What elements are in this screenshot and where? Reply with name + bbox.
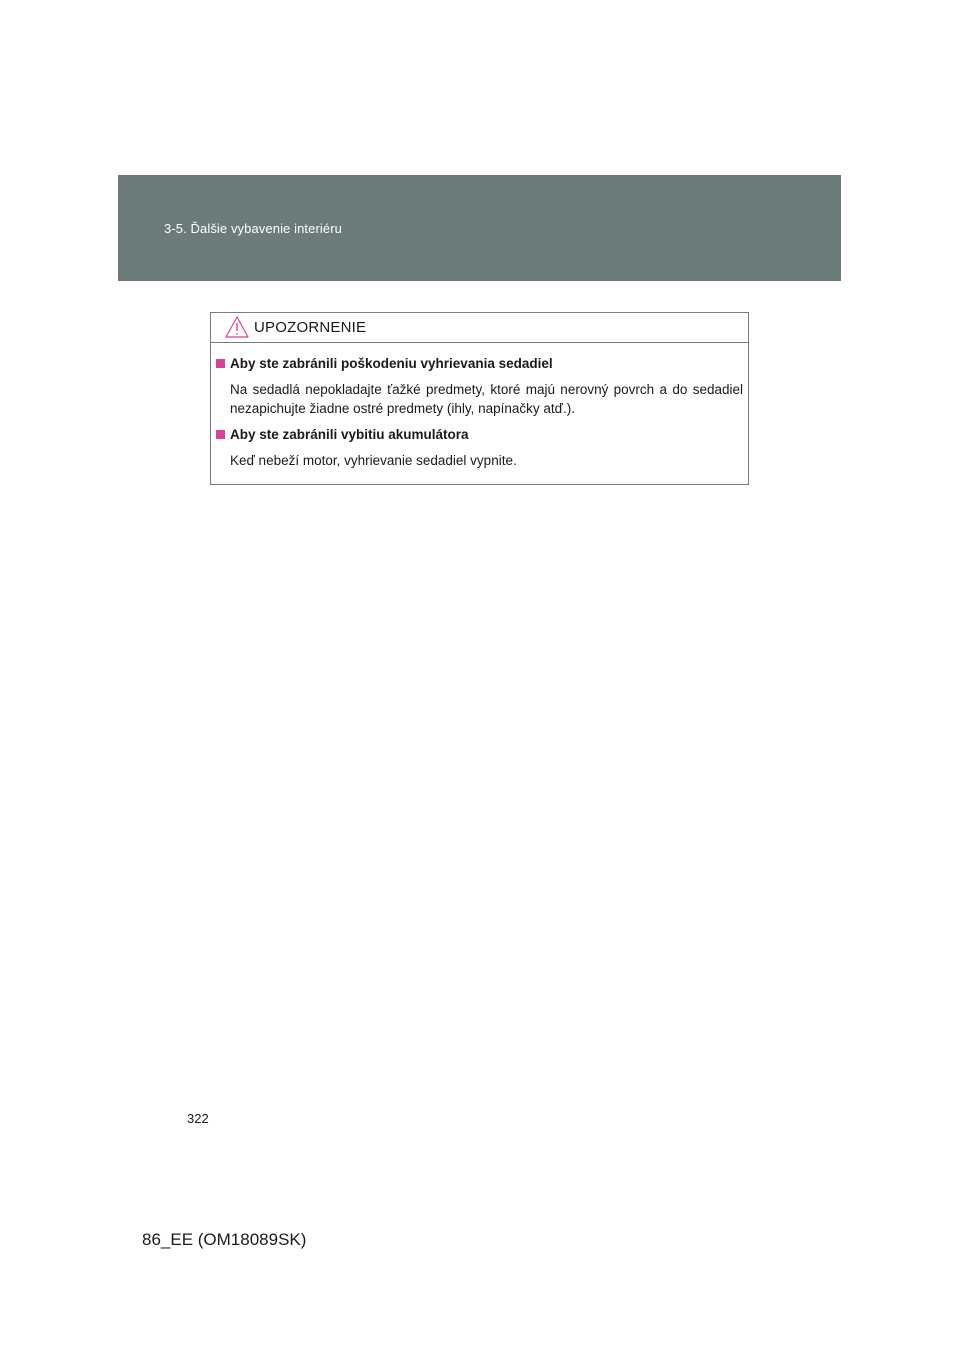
item-heading-text: Aby ste zabránili poškodeniu vyhrievania sedadiel — [230, 356, 553, 371]
page-number: 322 — [187, 1111, 209, 1126]
warning-title: UPOZORNENIE — [254, 319, 367, 336]
item-body-seat-heater: Na sedadlá nepokladajte ťažké predmety, ktoré majú nerovný povrch a do sedadiel nezapichujte žiadne ostré predmety (ihly, napínačky atď.). — [230, 382, 743, 416]
warning-box — [210, 312, 749, 485]
item-heading-battery — [216, 427, 469, 442]
item-heading-text: Aby ste zabránili vybitiu akumulátora — [230, 427, 469, 442]
pink-square-bullet-icon — [216, 359, 225, 368]
item-heading-seat-heater — [216, 356, 553, 371]
pink-square-bullet-icon — [216, 430, 225, 439]
item-body-battery: Keď nebeží motor, vyhrievanie sedadiel vypnite. — [230, 453, 517, 468]
section-header-band — [118, 175, 841, 281]
document-code: 86_EE (OM18089SK) — [142, 1230, 307, 1249]
warning-header — [211, 313, 748, 343]
warning-triangle-icon — [225, 316, 249, 343]
section-title: 3-5. Ďalšie vybavenie interiéru — [164, 221, 342, 236]
